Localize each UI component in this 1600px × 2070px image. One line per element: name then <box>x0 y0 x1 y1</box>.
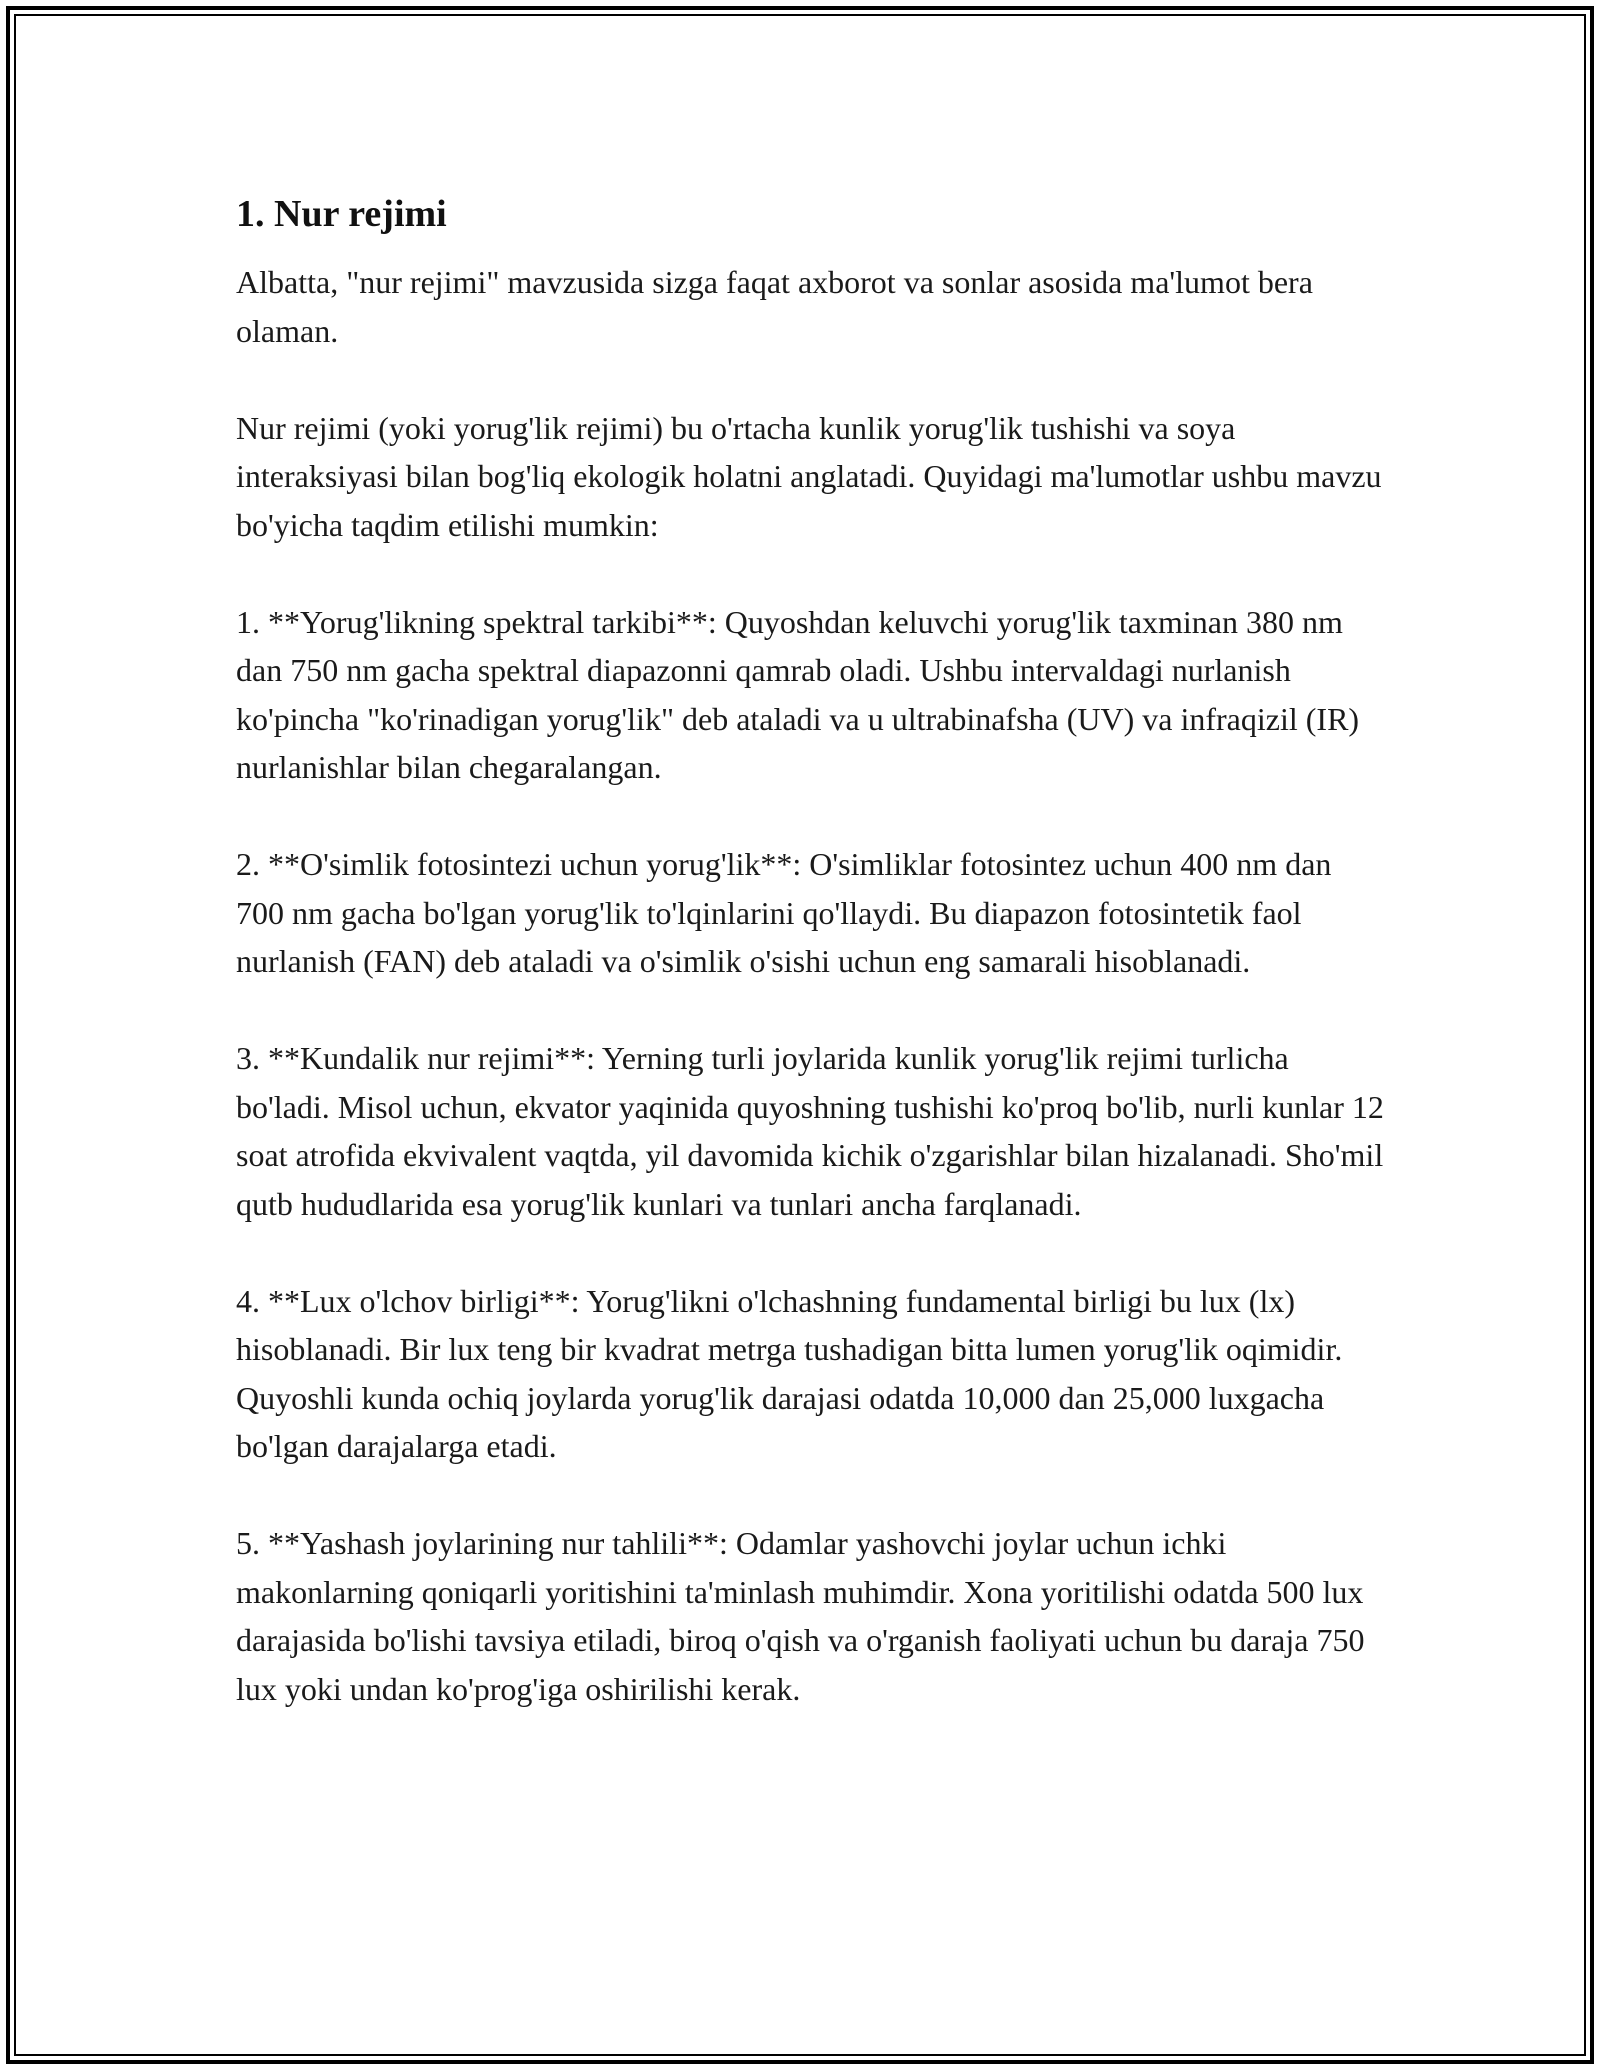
paragraph-definition: Nur rejimi (yoki yorug'lik rejimi) bu o'rtacha kunlik yorug'lik tushishi va soya interaksiyasi bilan bog'liq ekologik holatni anglatadi. Quyidagi ma'lumotlar ushbu mavzu bo'yicha taqdim etilishi mumkin: <box>236 409 1382 543</box>
document-title: 1. Nur rejimi <box>236 193 447 235</box>
paragraph-item-1: 1. **Yorug'likning spektral tarkibi**: Quyoshdan keluvchi yorug'lik taxminan 380 nm dan 750 nm gacha spektral diapazonni qamrab oladi. Ushbu intervaldagi nurlanish ko'pincha "ko'rinadigan yorug'lik" deb ataladi va u ultrabinafsha (UV) va infraqizil (IR) nurlanishlar bilan chegaralangan. <box>236 603 1360 785</box>
paragraph-item-4: 4. **Lux o'lchov birligi**: Yorug'likni o'lchashning fundamental birligi bu lux (lx) hisoblanadi. Bir lux teng bir kvadrat metrga tushadigan bitta lumen yorug'lik oqimidir. Quyoshli kunda ochiq joylarda yorug'lik darajasi odatda 10,000 dan 25,000 luxgacha bo'lgan darajalarga etadi. <box>236 1282 1343 1464</box>
paragraph-intro: Albatta, "nur rejimi" mavzusida sizga faqat axborot va sonlar asosida ma'lumot bera olaman. <box>236 264 1313 349</box>
paragraph-item-3: 3. **Kundalik nur rejimi**: Yerning turli joylarida kunlik yorug'lik rejimi turlicha bo'ladi. Misol uchun, ekvator yaqinida quyoshning tushishi ko'proq bo'lib, nurli kunlar 12 soat atrofida ekvivalent vaqtda, yil davomida kichik o'zgarishlar bilan hizalanadi. Sho'mil qutb hududlarida esa yorug'lik kunlari va tunlari ancha farqlanadi. <box>236 1040 1384 1222</box>
document-body <box>236 188 1386 1713</box>
paragraph-item-2: 2. **O'simlik fotosintezi uchun yorug'lik**: O'simliklar fotosintez uchun 400 nm dan 700 nm gacha bo'lgan yorug'lik to'lqinlarini qo'llaydi. Bu diapazon fotosintetik faol nurlanish (FAN) deb ataladi va o'simlik o'sishi uchun eng samarali hisoblanadi. <box>236 846 1332 979</box>
paragraph-item-5: 5. **Yashash joylarining nur tahlili**: Odamlar yashovchi joylar uchun ichki makonlarning qoniqarli yoritishini ta'minlash muhimdir. Xona yoritilishi odatda 500 lux darajasida bo'lishi tavsiya etiladi, biroq o'qish va o'rganish faoliyati uchun bu daraja 750 lux yoki undan ko'prog'iga oshirilishi kerak. <box>236 1525 1365 1707</box>
